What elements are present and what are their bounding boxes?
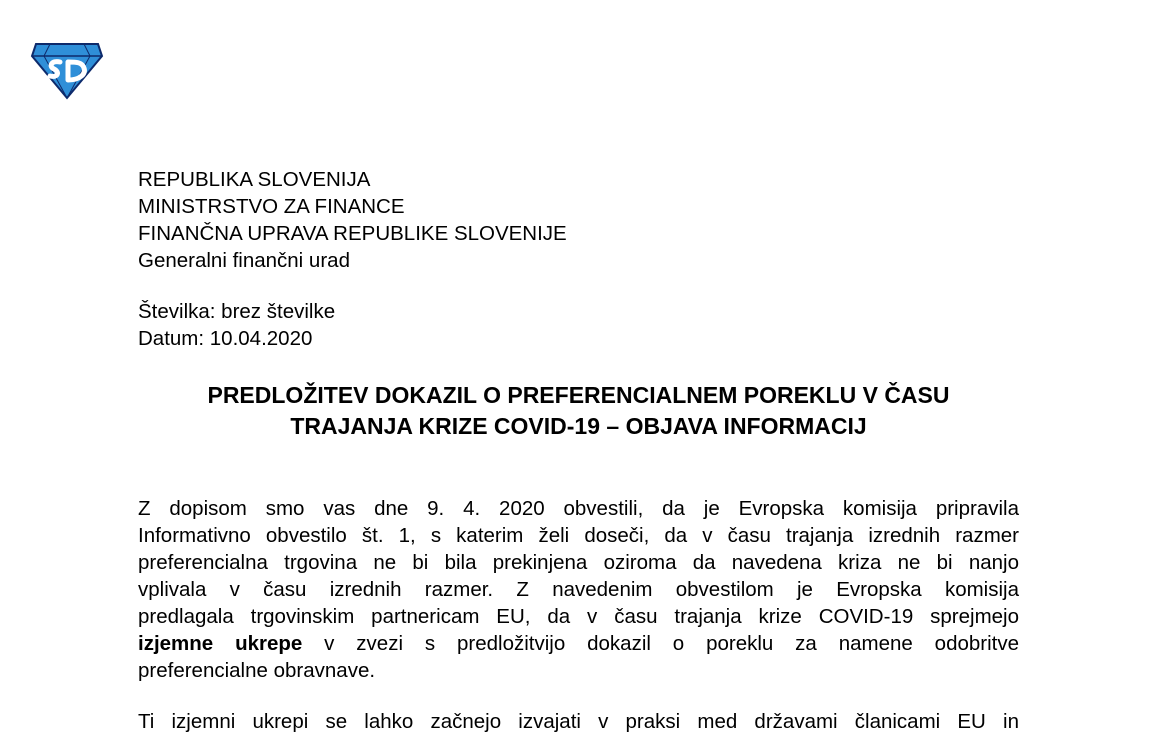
body-paragraph-2 xyxy=(138,708,1019,735)
paragraph-line: Z dopisom smo vas dne 9. 4. 2020 obvestili, da je Evropska komisija pripravila xyxy=(138,497,1019,520)
paragraph-line: predlagala trgovinskim partnericam EU, da v času trajanja krize COVID-19 sprejmejo xyxy=(138,605,1019,628)
sd-diamond-logo-icon xyxy=(30,40,104,100)
paragraph-line: vplivala v času izrednih razmer. Z navedenim obvestilom je Evropska komisija xyxy=(138,578,1019,601)
issuer-line-republic: REPUBLIKA SLOVENIJA xyxy=(138,168,371,191)
emphasis-exceptional-measures: izjemne ukrepe xyxy=(138,632,303,655)
document-meta xyxy=(138,298,335,352)
body-paragraph-1 xyxy=(138,495,1019,684)
paragraph-line-rest: v zvezi s predložitvijo dokazil o poreklu za namene odobritve xyxy=(302,632,1019,655)
document-title-line-2: TRAJANJA KRIZE COVID-19 – OBJAVA INFORMACIJ xyxy=(290,413,867,439)
paragraph-line: Ti izjemni ukrepi se lahko začnejo izvajati v praksi med državami članicami EU in xyxy=(138,710,1019,733)
issuer-line-authority: FINANČNA UPRAVA REPUBLIKE SLOVENIJE xyxy=(138,222,567,245)
document-number: Številka: brez številke xyxy=(138,300,336,323)
document-title-line-1: PREDLOŽITEV DOKAZIL O PREFERENCIALNEM POREKLU V ČASU xyxy=(207,382,950,408)
paragraph-line: Informativno obvestilo št. 1, s katerim želi doseči, da v času trajanja izrednih razmer xyxy=(138,524,1019,547)
paragraph-line: preferencialne obravnave. xyxy=(138,659,376,682)
paragraph-line: preferencialna trgovina ne bi bila prekinjena oziroma da navedena kriza ne bi nanjo xyxy=(138,551,1019,574)
issuer-block xyxy=(138,166,567,274)
document-title xyxy=(138,380,1019,442)
paragraph-line xyxy=(138,630,1019,657)
issuer-line-ministry: MINISTRSTVO ZA FINANCE xyxy=(138,195,405,218)
document-date: Datum: 10.04.2020 xyxy=(138,327,313,350)
issuer-line-office: Generalni finančni urad xyxy=(138,249,350,272)
